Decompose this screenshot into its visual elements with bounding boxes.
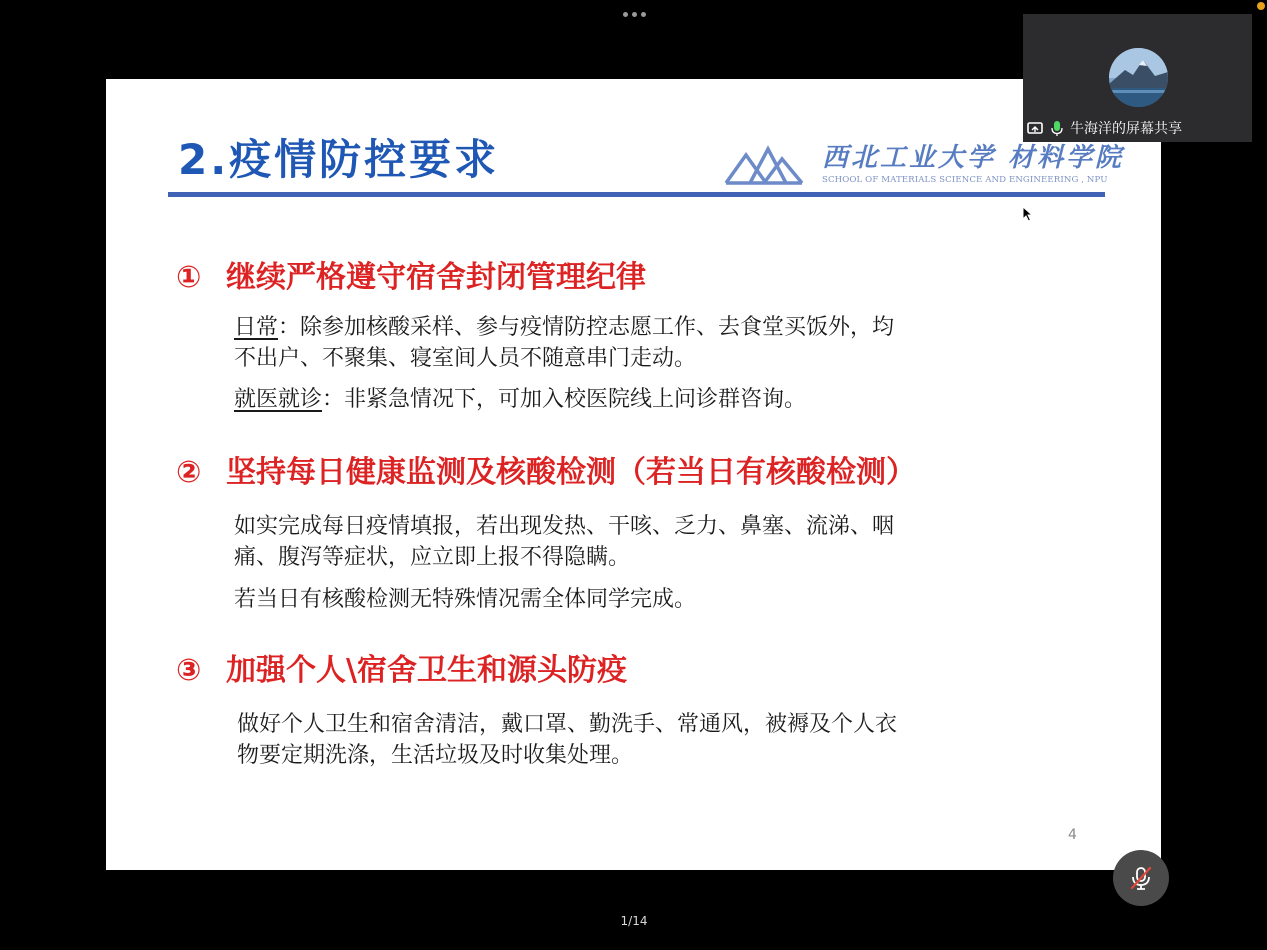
paragraph-health-report (234, 511, 894, 573)
section-number: ② (176, 455, 202, 490)
section-heading-3 (176, 645, 627, 689)
paragraph-medical (234, 384, 806, 415)
section-heading-2 (176, 447, 916, 491)
mute-toggle-button[interactable] (1113, 850, 1169, 906)
label-medical: 就医就诊 (234, 387, 323, 412)
logo-english-text: SCHOOL OF MATERIALS SCIENCE AND ENGINEERING , NPU (822, 175, 1108, 185)
section-heading-text: 加强个人\宿舍卫生和源头防疫 (226, 653, 627, 688)
mic-muted-icon (1128, 865, 1154, 891)
paragraph-nucleic-test: 若当日有核酸检测无特殊情况需全体同学完成。 (234, 587, 697, 612)
logo-chinese-text: 西北工业大学 材料学院 (822, 143, 1125, 173)
slide-page-number: 4 (1068, 827, 1077, 843)
text-medical: ：非紧急情况下，可加入校医院线上问诊群咨询。 (322, 387, 807, 412)
paragraph-line: 痛、腹泻等症状，应立即上报不得隐瞒。 (234, 545, 631, 570)
status-dot (1257, 2, 1265, 10)
paragraph-line: 如实完成每日疫情填报，若出现发热、干咳、乏力、鼻塞、流涕、咽 (234, 514, 895, 539)
section-heading-text: 继续严格遵守宿舍封闭管理纪律 (226, 260, 646, 295)
mic-active-icon (1048, 120, 1065, 137)
section-heading-text: 坚持每日健康监测及核酸检测（若当日有核酸检测） (226, 455, 916, 490)
screen-share-icon (1026, 120, 1043, 137)
paragraph-daily (234, 312, 894, 374)
paragraph-line: 不出户、不聚集、寝室间人员不随意串门走动。 (234, 346, 697, 371)
title-divider (168, 192, 1105, 197)
section-number: ③ (176, 653, 202, 688)
section-number: ① (176, 260, 202, 295)
avatar-landscape-icon (1109, 48, 1168, 107)
presenter-avatar (1109, 48, 1168, 107)
presenter-name: 牛海洋的屏幕共享 (1070, 121, 1182, 137)
university-logo (724, 137, 1125, 192)
section-heading-1 (176, 252, 646, 296)
page-counter: 1/14 (620, 914, 648, 928)
paragraph-line (234, 312, 894, 343)
mouse-cursor-icon (1022, 206, 1034, 222)
more-options-icon[interactable] (620, 8, 648, 20)
slide-title: 2.疫情防控要求 (178, 135, 500, 184)
label-daily: 日常 (234, 315, 279, 340)
text-daily: ：除参加核酸采样、参与疫情防控志愿工作、去食堂买饭外，均 (278, 315, 895, 340)
presenter-caption (1023, 114, 1182, 142)
paragraph-line: 做好个人卫生和宿舍清洁，戴口罩、勤洗手、常通风，被褥及个人衣 (237, 712, 898, 737)
paragraph-hygiene (237, 709, 897, 771)
paragraph-line: 物要定期洗涤，生活垃圾及时收集处理。 (237, 743, 634, 768)
presentation-slide (106, 79, 1161, 870)
school-logo-icon (724, 143, 804, 187)
